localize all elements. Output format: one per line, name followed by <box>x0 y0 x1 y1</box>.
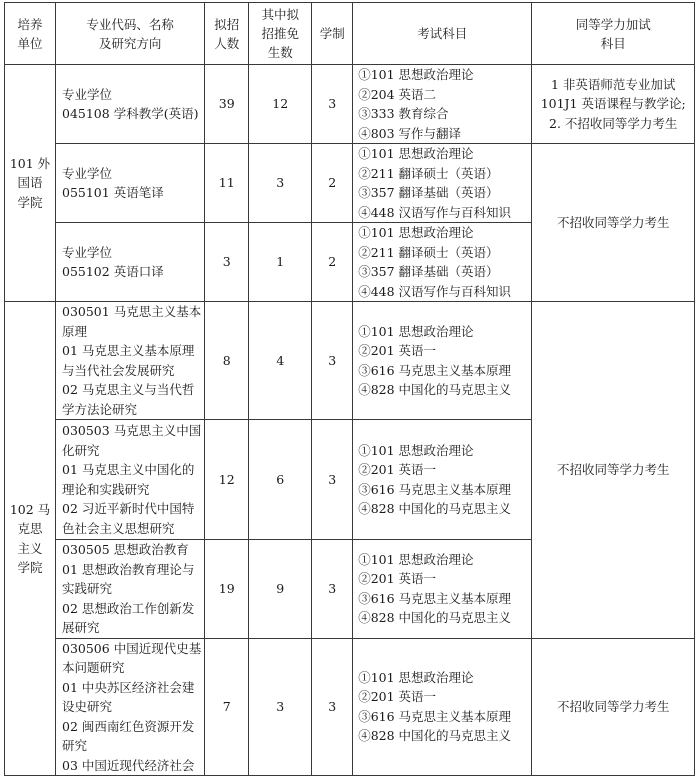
major-cell <box>56 65 205 144</box>
exam-item: ①101 思想政治理论 <box>358 323 474 339</box>
exams-cell <box>353 302 532 420</box>
exam-item: ④448 汉语写作与百科知识 <box>358 283 512 299</box>
major-text: 实践研究 <box>62 581 113 596</box>
major-text: 研究 <box>62 738 88 753</box>
exempt-cell: 12 <box>249 65 312 144</box>
major-text: 03 中国近现代经济社会 <box>62 757 195 773</box>
exempt-cell: 3 <box>249 638 312 776</box>
exams-cell <box>353 144 532 223</box>
major-cell <box>56 302 205 420</box>
unit-name: 主义 <box>17 540 43 556</box>
exam-item: ②201 英语一 <box>358 689 437 705</box>
table-row <box>5 302 695 420</box>
header-planned <box>205 3 249 65</box>
major-text: 02 闽西南红色资源开发 <box>62 718 195 734</box>
unit-name: 国语 <box>17 175 43 191</box>
extra-text: 2. 不招收同等学力考生 <box>549 115 678 131</box>
major-text: 学方法论研究 <box>62 401 138 417</box>
exam-item: ④803 写作与翻译 <box>358 125 462 141</box>
unit-name: 101 外 <box>9 155 51 171</box>
major-text: 01 思想政治教育理论与 <box>62 561 195 577</box>
major-text: 01 马克思主义中国化的 <box>62 462 195 477</box>
major-text: 030505 思想政治教育 <box>62 542 189 557</box>
planned-cell: 8 <box>205 302 249 420</box>
exam-item: ④448 汉语写作与百科知识 <box>358 204 512 220</box>
exam-item: ③357 翻译基础（英语） <box>358 264 499 279</box>
header-exams <box>353 3 532 65</box>
major-text: 化研究 <box>62 442 100 458</box>
extra-text: 不招收同等学力考生 <box>556 699 670 714</box>
exam-item: ①101 思想政治理论 <box>358 551 474 567</box>
exam-item: ②201 英语一 <box>358 571 437 587</box>
header-text: 其中拟 <box>261 7 299 22</box>
major-cell <box>56 223 205 302</box>
planned-cell: 3 <box>205 223 249 302</box>
major-text: 设史研究 <box>62 699 113 714</box>
header-text: 同等学力加试 <box>575 16 651 32</box>
extra-text: 101J1 英语课程与教学论; <box>540 96 686 112</box>
extra-text: 1 非英语师范专业加试 <box>550 76 676 92</box>
major-text: 02 马克思主义与当代哲 <box>62 382 195 397</box>
major-cell <box>56 540 205 639</box>
exempt-cell: 4 <box>249 302 312 420</box>
planned-cell: 11 <box>205 144 249 223</box>
major-text: 055101 英语笔译 <box>62 185 164 200</box>
header-text: 人数 <box>214 35 240 51</box>
exam-item: ②204 英语二 <box>358 86 437 102</box>
exempt-cell: 3 <box>249 144 312 223</box>
unit-cell <box>5 302 56 776</box>
exam-item: ①101 思想政治理论 <box>358 225 474 240</box>
major-text: 045108 学科教学(英语) <box>62 106 199 121</box>
header-duration <box>312 3 353 65</box>
major-text: 030501 马克思主义基本 <box>62 304 202 319</box>
header-text: 招推免 <box>261 26 299 41</box>
extra-text: 不招收同等学力考生 <box>556 214 670 230</box>
major-text: 030506 中国近现代史基 <box>62 640 202 656</box>
planned-cell: 39 <box>205 65 249 144</box>
header-text: 学制 <box>319 26 345 41</box>
exams-cell <box>353 420 532 540</box>
header-exempt <box>249 3 312 65</box>
major-text: 理论和实践研究 <box>62 481 150 497</box>
exam-item: ③616 马克思主义基本原理 <box>358 590 512 606</box>
exam-item: ②201 英语一 <box>358 343 437 358</box>
exam-item: ②201 英语一 <box>358 462 437 477</box>
unit-name: 学院 <box>17 194 43 210</box>
duration-cell: 3 <box>312 302 353 420</box>
duration-cell: 2 <box>312 144 353 223</box>
exempt-cell: 1 <box>249 223 312 302</box>
header-text: 专业代码、名称 <box>86 16 174 32</box>
header-text: 生数 <box>267 45 293 60</box>
exam-item: ③616 马克思主义基本原理 <box>358 362 512 378</box>
exam-item: ③616 马克思主义基本原理 <box>358 708 512 724</box>
duration-cell: 3 <box>312 65 353 144</box>
extra-exam-cell <box>532 638 695 776</box>
duration-cell: 3 <box>312 420 353 540</box>
exam-item: ①101 思想政治理论 <box>358 146 474 161</box>
duration-cell: 3 <box>312 540 353 639</box>
exam-item: ④828 中国化的马克思主义 <box>358 610 512 626</box>
major-cell <box>56 420 205 540</box>
header-text: 培养 <box>17 16 43 32</box>
planned-cell: 12 <box>205 420 249 540</box>
unit-name: 102 马 <box>9 501 51 517</box>
header-extra <box>532 3 695 65</box>
exempt-cell: 9 <box>249 540 312 639</box>
major-text: 专业学位 <box>62 165 113 181</box>
major-text: 色社会主义思想研究 <box>62 520 175 536</box>
major-text: 01 马克思主义基本原理 <box>62 343 195 358</box>
header-unit <box>5 3 56 65</box>
exam-item: ④828 中国化的马克思主义 <box>358 382 512 397</box>
exam-item: ②211 翻译硕士（英语） <box>358 244 499 260</box>
major-text: 02 思想政治工作创新发 <box>62 600 195 616</box>
exam-item: ③357 翻译基础（英语） <box>358 185 499 200</box>
exams-cell <box>353 223 532 302</box>
major-text: 原理 <box>62 323 88 339</box>
planned-cell: 7 <box>205 638 249 776</box>
major-text: 本问题研究 <box>62 660 125 675</box>
exam-item: ①101 思想政治理论 <box>358 67 474 82</box>
exam-item: ③616 马克思主义基本原理 <box>358 481 512 497</box>
major-cell <box>56 638 205 776</box>
header-major <box>56 3 205 65</box>
major-text: 与当代社会发展研究 <box>62 362 175 378</box>
admissions-table <box>4 2 695 776</box>
exam-item: ①101 思想政治理论 <box>358 669 474 685</box>
major-text: 01 中央苏区经济社会建 <box>62 679 195 695</box>
header-text: 考试科目 <box>417 26 468 41</box>
major-cell <box>56 144 205 223</box>
exam-item: ②211 翻译硕士（英语） <box>358 165 499 181</box>
header-text: 拟招 <box>214 16 240 32</box>
header-text: 单位 <box>17 35 43 51</box>
exams-cell <box>353 540 532 639</box>
exam-item: ④828 中国化的马克思主义 <box>358 728 512 744</box>
header-text: 科目 <box>600 35 626 51</box>
header-text: 及研究方向 <box>98 35 162 51</box>
table-row <box>5 65 695 144</box>
header-row <box>5 3 695 65</box>
unit-cell <box>5 65 56 302</box>
exams-cell <box>353 65 532 144</box>
extra-exam-cell <box>532 65 695 144</box>
major-text: 02 习近平新时代中国特 <box>62 501 195 516</box>
exams-cell <box>353 638 532 776</box>
exam-item: ④828 中国化的马克思主义 <box>358 501 512 516</box>
major-text: 030503 马克思主义中国 <box>62 423 202 438</box>
exam-item: ①101 思想政治理论 <box>358 442 474 458</box>
exempt-cell: 6 <box>249 420 312 540</box>
unit-name: 克思 <box>17 521 43 536</box>
table-row <box>5 144 695 223</box>
exam-item: ③333 教育综合 <box>358 106 449 121</box>
extra-exam-cell <box>532 144 695 302</box>
extra-exam-cell <box>532 302 695 639</box>
table-row <box>5 638 695 776</box>
unit-name: 学院 <box>17 560 43 575</box>
major-text: 055102 英语口译 <box>62 264 164 279</box>
duration-cell: 2 <box>312 223 353 302</box>
major-text: 专业学位 <box>62 86 113 102</box>
major-text: 专业学位 <box>62 244 113 260</box>
extra-text: 不招收同等学力考生 <box>556 462 670 477</box>
major-text: 展研究 <box>62 620 100 635</box>
planned-cell: 19 <box>205 540 249 639</box>
duration-cell: 3 <box>312 638 353 776</box>
